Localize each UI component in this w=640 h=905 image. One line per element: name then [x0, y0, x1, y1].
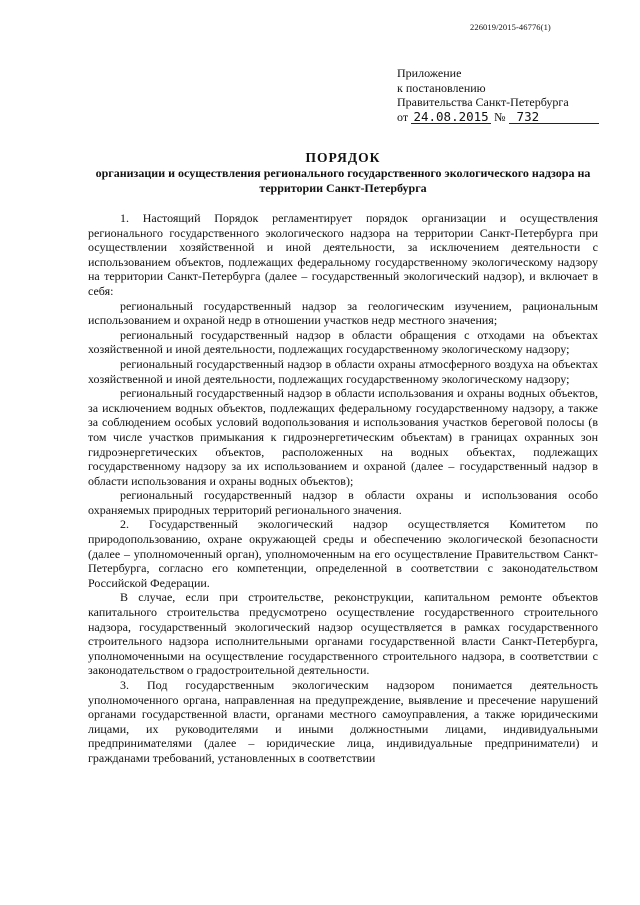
number-label: №: [494, 109, 506, 124]
resolution-date: 24.08.2015: [411, 110, 491, 124]
paragraph: региональный государственный надзор в области использования и охраны водных объектов, за исключением водных объектов, подлежащих федеральному государственному надзору, а также за соблюдением особых условий водопользования и использования участков береговой полосы (в том числе участков примыкания к гидроэнергетическим объектам) в границах охранных зон гидроэнергетических объектов, расположенных на водных объектах, подлежащих государственному надзору за их использованием и охраной (далее – государственный надзор в области использования и охраны водных объектов);: [88, 386, 598, 488]
document-number: 226019/2015-46776(1): [470, 22, 551, 32]
appendix-date-line: [397, 110, 599, 125]
appendix-line-2: к постановлению: [397, 80, 486, 95]
title-subtitle: организации и осуществления регионального государственного экологического надзора на территории Санкт-Петербурга: [95, 166, 591, 195]
paragraph: региональный государственный надзор в области охраны и использования особо охраняемых природных территорий регионального значения.: [88, 488, 598, 517]
appendix-line-3: Правительства Санкт-Петербурга: [397, 95, 569, 109]
from-label: от: [397, 109, 409, 124]
paragraph: 2. Государственный экологический надзор осуществляется Комитетом по природопользованию, охране окружающей среды и обеспечению экологической безопасности (далее – уполномоченный орган), уполномоченным на его осуществление Правительством Санкт-Петербурга, согласно его компетенции, определенной в соответствии с законодательством Российской Федерации.: [88, 517, 598, 590]
title-main: ПОРЯДОК: [305, 150, 381, 165]
paragraph: региональный государственный надзор в области обращения с отходами на объектах хозяйственной и иной деятельности, подлежащих государственному экологическому надзору;: [88, 327, 598, 357]
paragraph: 3. Под государственным экологическим надзором понимается деятельность уполномоченного органа, направленная на предупреждение, выявление и пресечение нарушений органами государственной власти, органами местного самоуправления, а также юридическими лицами, их руководителями и иными должностными лицами, индивидуальными предпринимателями (далее – юридические лица, индивидуальные предприниматели) и гражданами требований, установленных в соответствии: [88, 678, 598, 765]
appendix-block: [397, 66, 599, 124]
paragraph: региональный государственный надзор в области охраны атмосферного воздуха на объектах хозяйственной и иной деятельности, подлежащих государственному экологическому надзору;: [88, 356, 598, 386]
paragraph: региональный государственный надзор за геологическим изучением, рациональным использованием и охраной недр в отношении участков недр местного значения;: [88, 298, 598, 328]
document-body: [88, 211, 598, 766]
paragraph: В случае, если при строительстве, реконструкции, капитальном ремонте объектов капитального строительства предусмотрено осуществление государственного строительного надзора, государственный экологический надзор осуществляется в рамках государственного строительного надзора исполнительными органами государственной власти Санкт-Петербурга, уполномоченными на осуществление государственного строительного надзора, в соответствии с законодательством о градостроительной деятельности.: [88, 590, 598, 678]
resolution-number: 732: [509, 110, 599, 124]
document-title: [88, 150, 598, 195]
appendix-line-1: Приложение: [397, 66, 462, 80]
paragraph: 1. Настоящий Порядок регламентирует порядок организации и осуществления регионального государственного экологического надзора на территории Санкт-Петербурга при осуществлении хозяйственной и иной деятельности, за исключением деятельности с использованием объектов, подлежащих федеральному государственному экологическому надзору на территории Санкт-Петербурга (далее – государственный экологический надзор), и включает в себя:: [88, 211, 598, 298]
